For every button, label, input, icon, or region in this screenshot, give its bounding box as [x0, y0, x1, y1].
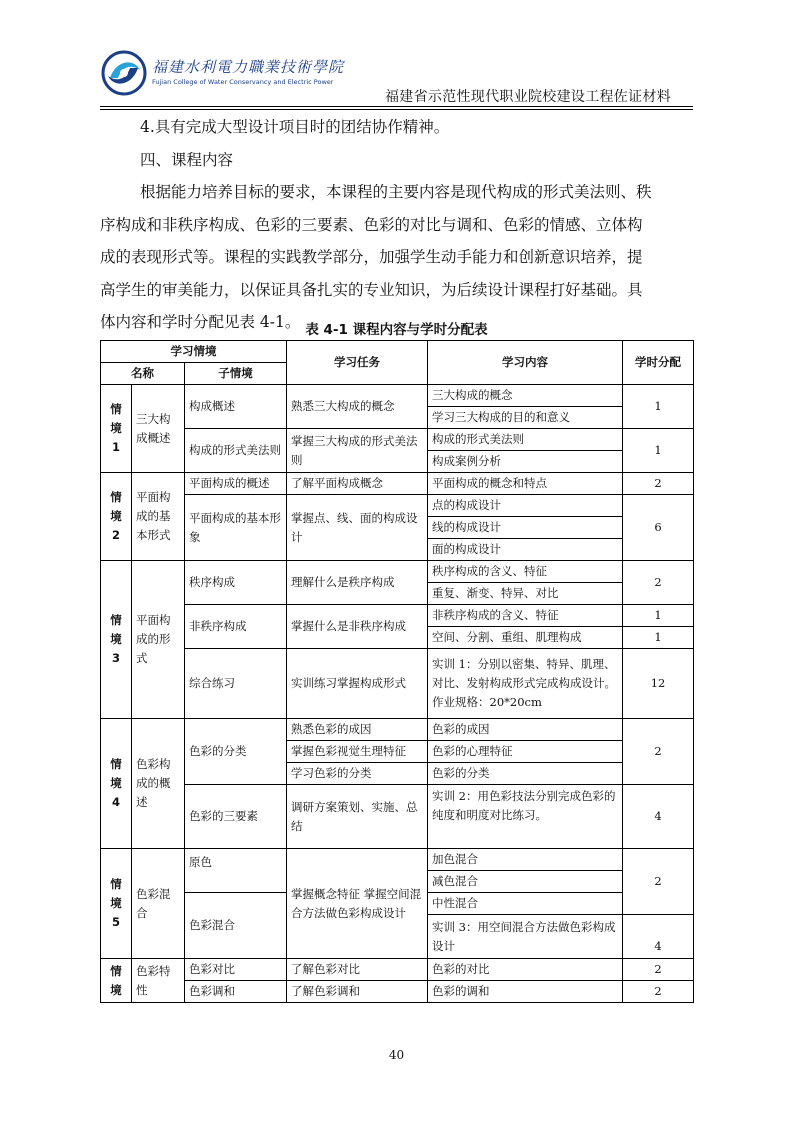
- column-header: 学习任务: [287, 341, 428, 385]
- page-number: 40: [388, 1048, 405, 1062]
- learning-content: 色彩的调和: [428, 981, 623, 1003]
- column-header: 子情境: [185, 363, 287, 385]
- paragraph-line: 根据能力培养目标的要求，本课程的主要内容是现代构成的形式美法则、秩: [140, 183, 652, 201]
- hours: 2: [623, 561, 694, 605]
- paragraph-line: 4.具有完成大型设计项目时的团结协作精神。: [140, 118, 450, 136]
- sub-situation: 色彩对比: [185, 959, 287, 981]
- situation-label: 情 境 5: [101, 849, 132, 959]
- table-caption: 表 4-1 课程内容与学时分配表: [305, 322, 488, 338]
- learning-content: 色彩的分类: [428, 763, 623, 785]
- paragraph-line: 高学生的审美能力，以保证具备扎实的专业知识，为后续设计课程打好基础。具: [100, 280, 643, 299]
- table-row: [101, 429, 694, 451]
- learning-content: 中性混合: [428, 893, 623, 915]
- learning-content: 构成案例分析: [428, 451, 623, 473]
- course-content-table: [100, 340, 694, 1003]
- learning-task: 掌握什么是非秩序构成: [287, 605, 428, 649]
- table-row: [101, 981, 694, 1003]
- learning-content: 色彩的成因: [428, 719, 623, 741]
- situation-label: 情 境 2: [101, 473, 132, 561]
- learning-content: 色彩的对比: [428, 959, 623, 981]
- situation-label: 情 境 3: [101, 561, 132, 719]
- situation-label: 情 境 1: [101, 385, 132, 473]
- learning-content: 非秩序构成的含义、特征: [428, 605, 623, 627]
- learning-task: 了解色彩调和: [287, 981, 428, 1003]
- learning-task: 学习色彩的分类: [287, 763, 428, 785]
- logo-text: 福建水利電力職業技術學院: [152, 58, 345, 76]
- paragraph-line: 成的表现形式等。课程的实践教学部分，加强学生动手能力和创新意识培养，提: [100, 248, 643, 266]
- hours: 2: [623, 959, 694, 981]
- sub-situation: 构成概述: [185, 385, 287, 429]
- column-header: 学习内容: [428, 341, 623, 385]
- situation-name: 平面构成的基本形式: [132, 473, 185, 561]
- learning-content: 色彩的心理特征: [428, 741, 623, 763]
- learning-task: 了解色彩对比: [287, 959, 428, 981]
- learning-content: 空间、分割、重组、肌理构成: [428, 627, 623, 649]
- situation-label: 情 境: [101, 959, 132, 1003]
- sub-situation: 色彩调和: [185, 981, 287, 1003]
- learning-task: 理解什么是秩序构成: [287, 561, 428, 605]
- learning-content: 点的构成设计: [428, 495, 623, 517]
- table-row: [101, 385, 694, 407]
- learning-content: 实训 3：用空间混合方法做色彩构成设计: [428, 915, 623, 959]
- learning-content: 面的构成设计: [428, 539, 623, 561]
- learning-content: 平面构成的概念和特点: [428, 473, 623, 495]
- situation-name: 色彩特性: [132, 959, 185, 1003]
- table-row: [101, 785, 694, 849]
- situation-name: 平面构成的形式: [132, 561, 185, 719]
- hours: 2: [623, 849, 694, 915]
- learning-task: 调研方案策划、实施、总结: [287, 785, 428, 849]
- table-row: [101, 605, 694, 627]
- learning-content: 秩序构成的含义、特征: [428, 561, 623, 583]
- college-emblem-icon: [100, 48, 150, 98]
- paragraph-line: 体内容和学时分配见表 4-1。: [100, 313, 301, 331]
- hours: 4: [623, 785, 694, 849]
- learning-content: 实训 1：分别以密集、特异、肌理、对比、发射构成形式完成构成设计。作业规格：20*20cm: [428, 649, 623, 719]
- header-row: [101, 341, 694, 363]
- column-header: 学时分配: [623, 341, 694, 385]
- hours: 2: [623, 719, 694, 785]
- hours: 4: [623, 915, 694, 959]
- header-divider-secondary: [100, 109, 693, 110]
- hours: 6: [623, 495, 694, 561]
- table-row: [101, 473, 694, 495]
- sub-situation: 平面构成的基本形象: [185, 495, 287, 561]
- hours: 1: [623, 429, 694, 473]
- learning-content: 重复、渐变、特异、对比: [428, 583, 623, 605]
- sub-situation: 色彩的三要素: [185, 785, 287, 849]
- situation-name: 色彩混合: [132, 849, 185, 959]
- learning-task: 掌握点、线、面的构成设计: [287, 495, 428, 561]
- sub-situation: 构成的形式美法则: [185, 429, 287, 473]
- paragraph-line: 序构成和非秩序构成、色彩的三要素、色彩的对比与调和、色彩的情感、立体构: [100, 215, 643, 234]
- document-header-title: 福建省示范性现代职业院校建设工程佐证材料: [385, 89, 671, 105]
- learning-task: 了解平面构成概念: [287, 473, 428, 495]
- body-text: [100, 111, 700, 339]
- hours: 2: [623, 473, 694, 495]
- section-heading: 四、课程内容: [140, 150, 234, 169]
- situation-name: 三大构成概述: [132, 385, 185, 473]
- column-header: 名称: [101, 363, 185, 385]
- learning-task: 熟悉三大构成的概念: [287, 385, 428, 429]
- logo-subtext: Fujian College of Water Conservancy and Electric Power: [152, 78, 334, 86]
- hours: 1: [623, 385, 694, 429]
- learning-task: 掌握色彩视觉生理特征: [287, 741, 428, 763]
- hours: 12: [623, 649, 694, 719]
- learning-task: 熟悉色彩的成因: [287, 719, 428, 741]
- learning-task: 掌握概念特征 掌握空间混合方法做色彩构成设计: [287, 849, 428, 959]
- column-header: 学习情境: [101, 341, 287, 363]
- sub-situation: 色彩混合: [185, 893, 287, 959]
- learning-content: 三大构成的概念: [428, 385, 623, 407]
- sub-situation: 秩序构成: [185, 561, 287, 605]
- learning-content: 构成的形式美法则: [428, 429, 623, 451]
- hours: 2: [623, 981, 694, 1003]
- table-row: [101, 561, 694, 583]
- hours: 1: [623, 605, 694, 627]
- learning-content: 减色混合: [428, 871, 623, 893]
- situation-name: 色彩构成的概述: [132, 719, 185, 849]
- hours: 1: [623, 627, 694, 649]
- learning-content: 实训 2：用色彩技法分别完成色彩的纯度和明度对比练习。: [428, 785, 623, 849]
- table-row: [101, 849, 694, 871]
- sub-situation: 非秩序构成: [185, 605, 287, 649]
- table-row: [101, 495, 694, 517]
- sub-situation: 色彩的分类: [185, 719, 287, 785]
- table-row: [101, 719, 694, 741]
- learning-content: 线的构成设计: [428, 517, 623, 539]
- learning-task: 掌握三大构成的形式美法则: [287, 429, 428, 473]
- table-row: [101, 649, 694, 719]
- learning-task: 实训练习掌握构成形式: [287, 649, 428, 719]
- header-divider: [100, 106, 693, 107]
- sub-situation: 平面构成的概述: [185, 473, 287, 495]
- learning-content: 学习三大构成的目的和意义: [428, 407, 623, 429]
- situation-label: 情 境 4: [101, 719, 132, 849]
- table-row: [101, 959, 694, 981]
- sub-situation: 综合练习: [185, 649, 287, 719]
- sub-situation: 原色: [185, 849, 287, 893]
- learning-content: 加色混合: [428, 849, 623, 871]
